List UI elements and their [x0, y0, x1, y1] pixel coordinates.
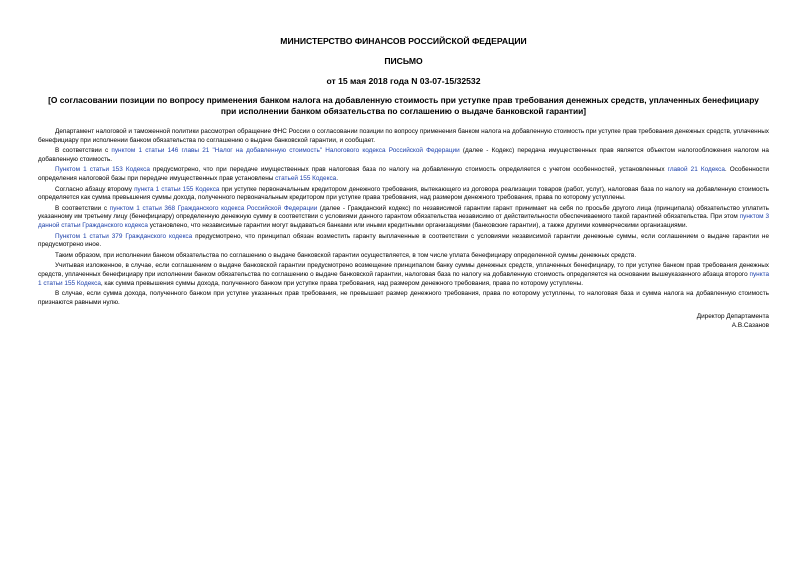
paragraph-3: [38, 166, 769, 183]
document-date-number: от 15 мая 2018 года N 03-07-15/32532: [326, 76, 481, 86]
text-fragment: установлено, что независимые гарантии могут выдаваться банками или иными кредитными организациями (банковские гарантии), а также другими коммерческими организациями.: [147, 221, 688, 229]
paragraph-5: [38, 205, 769, 231]
link-article-153[interactable]: Пунктом 1 статьи 153 Кодекса: [55, 166, 150, 174]
paragraph-8: [38, 262, 769, 288]
signature-name: А.В.Сазанов: [731, 322, 769, 330]
paragraph-4: [38, 186, 769, 203]
signature-block: [38, 313, 769, 331]
paragraph-6: [38, 233, 769, 250]
document-type-heading: ПИСЬМО: [384, 56, 423, 66]
document-body: [38, 128, 769, 307]
link-chapter-21[interactable]: главой 21 Кодекса: [667, 166, 725, 174]
link-article-146[interactable]: пунктом 1 статьи 146 главы 21 "Налог на добавленную стоимость" Налогового кодекса Российской Федерации: [111, 147, 460, 155]
text-fragment: при уступке первоначальным кредитором денежного требования, вытекающего из договора реализации товаров (работ, услуг), налоговая база по налогу на добавленную стоимость определяется как сумма превышения суммы дохода, полученного первоначальным кредитором при уступке права требования, над размером денежного требования, права по которому уступлены.: [38, 185, 769, 202]
text-fragment: Учитывая изложенное, в случае, если соглашением о выдаче банковской гарантии предусмотрено возмещение принципалом банку суммы денежных средств, уплаченных бенефициару, то при уступке банком прав требования денежных средств, уплаченных бенефициару при исполнении банком обязательства по соглашению о выдаче банковской гарантии, налоговая база по налогу на добавленную стоимость определяется на основании вышеуказанного абзаца второго: [38, 262, 769, 278]
link-civil-code-368[interactable]: пунктом 1 статьи 368 Гражданского кодекса Российской Федерации: [109, 204, 318, 212]
text-fragment: предусмотрено, что при передаче имущественных прав налоговая база по налогу на добавленную стоимость определяется с учетом особенностей, установленных: [149, 166, 668, 174]
paragraph-2: [38, 147, 769, 164]
ministry-heading: МИНИСТЕРСТВО ФИНАНСОВ РОССИЙСКОЙ ФЕДЕРАЦИИ: [280, 36, 527, 46]
link-article-155-point-1[interactable]: пункта 1 статьи 155 Кодекса: [134, 185, 220, 193]
text-fragment: Согласно абзацу второму: [55, 185, 135, 193]
link-article-155-point-1-second[interactable]: пункта 1 статьи 155 Кодекса: [38, 270, 769, 287]
paragraph-7: Таким образом, при исполнении банком обязательства по соглашению о выдаче банковской гарантии осуществляется, в том числе уплата бенефициару определенной суммы денежных средств.: [55, 251, 637, 259]
text-fragment: .: [336, 174, 338, 182]
document-subject: [О согласовании позиции по вопросу применения банком налога на добавленную стоимость при уступке прав требования денежных средств, уплаченных бенефициару при исполнении банком обязательства по соглашению о выдаче банковской гарантии]: [48, 95, 759, 116]
paragraph-9: В случае, если сумма дохода, полученного банком при уступке указанных прав требования, не превышает размер денежного требования, права по которому уступлены, то налоговая база и сумма налога на добавленную стоимость признаются равными нулю.: [38, 290, 769, 306]
signature-position: Директор Департамента: [696, 313, 769, 321]
text-fragment: (далее - Кодекс) передача имущественных прав является объектом налогообложения налогом на добавленную стоимость.: [38, 147, 769, 163]
document-page: [38, 36, 769, 331]
paragraph-1: Департамент налоговой и таможенной политики рассмотрел обращение ФНС России о согласовании позиции по вопросу применения банком налога на добавленную стоимость при уступке прав требования денежных средств, уплаченных бенефициару при исполнении банком обязательства по соглашению о выдаче банковской гарантии, и сообщает.: [38, 128, 769, 144]
link-civil-code-379[interactable]: Пунктом 1 статьи 379 Гражданского кодекса: [55, 232, 193, 240]
text-fragment: предусмотрено, что принципал обязан возместить гаранту выплаченные в соответствии с условиями независимой гарантии денежные суммы, если соглашением о выдаче гарантии не предусмотрено иное.: [38, 232, 769, 249]
text-fragment: (далее - Гражданский кодекс) по независимой гарантии гарант принимает на себя по просьбе другого лица (принципала) обязательство уплатить указанному им третьему лицу (бенефициару) определенную денежную сумму в соответствии с условиями данного гарантом обязательства независимо от действительности обеспечиваемого такой гарантией обязательства. При этом: [38, 204, 769, 221]
link-civil-code-368-point-3[interactable]: пунктом 3 данной статьи Гражданского кодекса: [38, 213, 769, 229]
link-article-155[interactable]: статьей 155 Кодекса: [275, 174, 337, 182]
text-fragment: , как сумма превышения суммы дохода, полученного банком при уступке права требования, над размером денежного требования, права по которому уступлены.: [100, 279, 583, 287]
text-fragment: В соответствии с: [55, 204, 110, 212]
text-fragment: В соответствии с: [55, 147, 112, 155]
text-fragment: . Особенности определения налоговой базы при передаче имущественных прав установлены: [38, 166, 769, 182]
